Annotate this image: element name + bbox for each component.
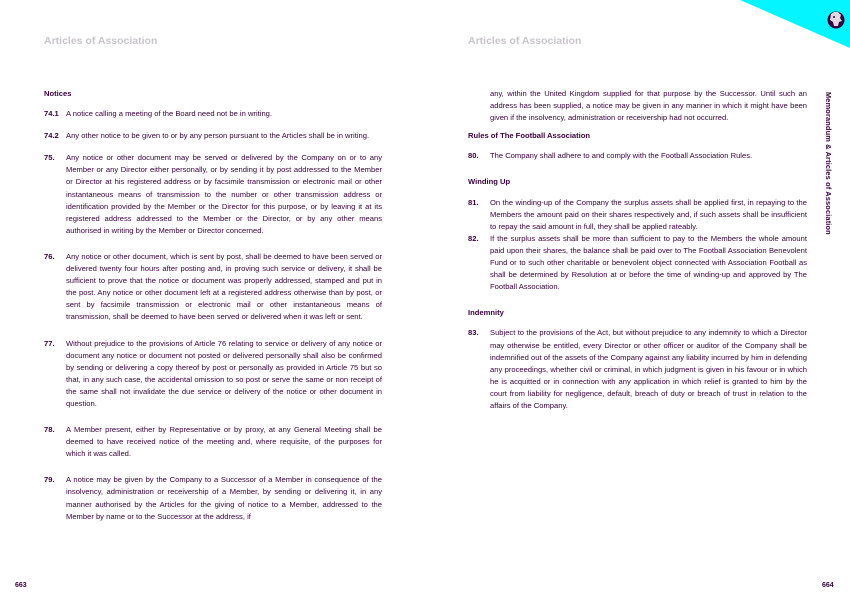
left-page-header: Articles of Association: [44, 35, 158, 47]
article-text: If the surplus assets shall be more than sufficient to pay to the Members the whole amount paid upon their shares, the balance shall be paid over to The Football Association Benevolent Fund or to such other charitable or benevolent object connected with Association Football as shall be determined by Resolution at or before the time of winding-up and approved by The Football Association.: [490, 233, 807, 292]
article-83: [468, 327, 807, 412]
article-text: Subject to the provisions of the Act, but without prejudice to any indemnity to which a Director may otherwise be entitled, every Director or other officer or auditor of the Company shall be indemnified out of the assets of the Company against any liability incurred by him in defending any proceedings, whether civil or criminal, in which judgment is given in his favour or in which he is acquitted or in connection with any application in which relief is granted to him by the court from liability for negligence, default, breach of duty or breach of trust in relation to the affairs of the Company.: [490, 328, 807, 410]
article-text: A notice may be given by the Company to a Successor of a Member in consequence of the insolvency, administration or receivership of a Member, by sending or delivering it, in any manner authorised by the Articles for the giving of notice to a Member, addressed to the Member by name or to the Successor at the address, if: [66, 475, 382, 521]
left-column: [44, 88, 382, 523]
article-text: A Member present, either by Representative or by proxy, at any General Meeting shall be deemed to have received notice of the meeting and, where requisite, of the purposes for which it was called.: [66, 425, 382, 459]
right-column: [468, 88, 807, 412]
article-number: 75.: [44, 153, 55, 163]
article-82: [468, 233, 807, 293]
article-text: Without prejudice to the provisions of Article 76 relating to service or delivery of any notice or document any notice or document not posted or delivered personally shall also be confirmed by sending or delivering a copy thereof by post or personally as provided in Article 75 but so that, in any such case, the accidental omission to so post or serve the same or non receipt of the same shall not invalidate the due service or delivery of the notice or other document in question.: [66, 338, 382, 408]
premier-league-lion-icon: [828, 12, 845, 29]
left-page-number: 663: [15, 582, 27, 589]
article-79: [44, 474, 382, 522]
document-side-label: Memorandum & Articles of Association: [824, 92, 833, 235]
article-75: [44, 152, 382, 237]
article-78: [44, 424, 382, 460]
article-81: [468, 197, 807, 233]
article-text: On the winding-up of the Company the surplus assets shall be applied first, in repaying to the Members the amount paid on their shares respectively and, if such assets shall be insufficient to repay the said amount in full, they shall be applied rateably.: [490, 197, 807, 231]
section-heading-fa-rules: Rules of The Football Association: [468, 131, 591, 141]
article-number: 82.: [468, 233, 479, 243]
article-text: The Company shall adhere to and comply with the Football Association Rules.: [490, 151, 753, 161]
right-page-header: Articles of Association: [468, 35, 582, 47]
right-page-number: 664: [822, 582, 834, 589]
section-heading-winding-up: Winding Up: [468, 177, 511, 187]
article-76: [44, 251, 382, 324]
article-text: Any notice or other document may be served or delivered by the Company on or to any Member or any Director either personally, or by sending it by post addressed to the Member or Director at his registered address or by facsimile transmission or electronic mail or other instantaneous means of transmission to the number or other transmission address or identification provided by the Member or the Director for this purpose, or by leaving it at its registered address addressed to the Member or the Director, or by any other means authorised in writing by the Member or Director concerned.: [66, 153, 382, 235]
article-74-2: [44, 130, 382, 142]
article-number: 78.: [44, 425, 55, 435]
article-text: Any notice or other document, which is sent by post, shall be deemed to have been served or delivered twenty four hours after posting and, in proving such service or delivery, it shall be sufficient to prove that the notice or document was properly addressed, stamped and put in the post. Any notice or other document left at a registered address otherwise than by post, or sent by facsimile transmission or electronic mail or other instantaneous means of transmission, shall be deemed to have been served or delivered when it was left or sent.: [66, 251, 382, 322]
section-heading-notices: Notices: [44, 89, 72, 98]
article-77: [44, 338, 382, 411]
article-number: 81.: [468, 197, 479, 207]
article-74-1: [44, 108, 382, 120]
article-number: 80.: [468, 151, 479, 161]
article-79-continuation: any, within the United Kingdom supplied for that purpose by the Successor. Until such an address has been supplied, a notice may be given in any manner in which it might have been given if the insolvency, administration or receivership had not occurred.: [490, 89, 807, 123]
article-text: A notice calling a meeting of the Board need not be in writing.: [66, 109, 273, 119]
article-text: Any other notice to be given to or by any person pursuant to the Articles shall be in writing.: [66, 131, 370, 141]
corner-accent: [740, 0, 850, 48]
article-number: 74.1: [44, 109, 59, 119]
article-number: 76.: [44, 251, 55, 261]
article-number: 77.: [44, 338, 55, 348]
article-number: 79.: [44, 475, 55, 485]
article-80: [468, 150, 807, 162]
article-number: 74.2: [44, 131, 59, 141]
section-heading-indemnity: Indemnity: [468, 308, 504, 318]
article-number: 83.: [468, 328, 479, 338]
